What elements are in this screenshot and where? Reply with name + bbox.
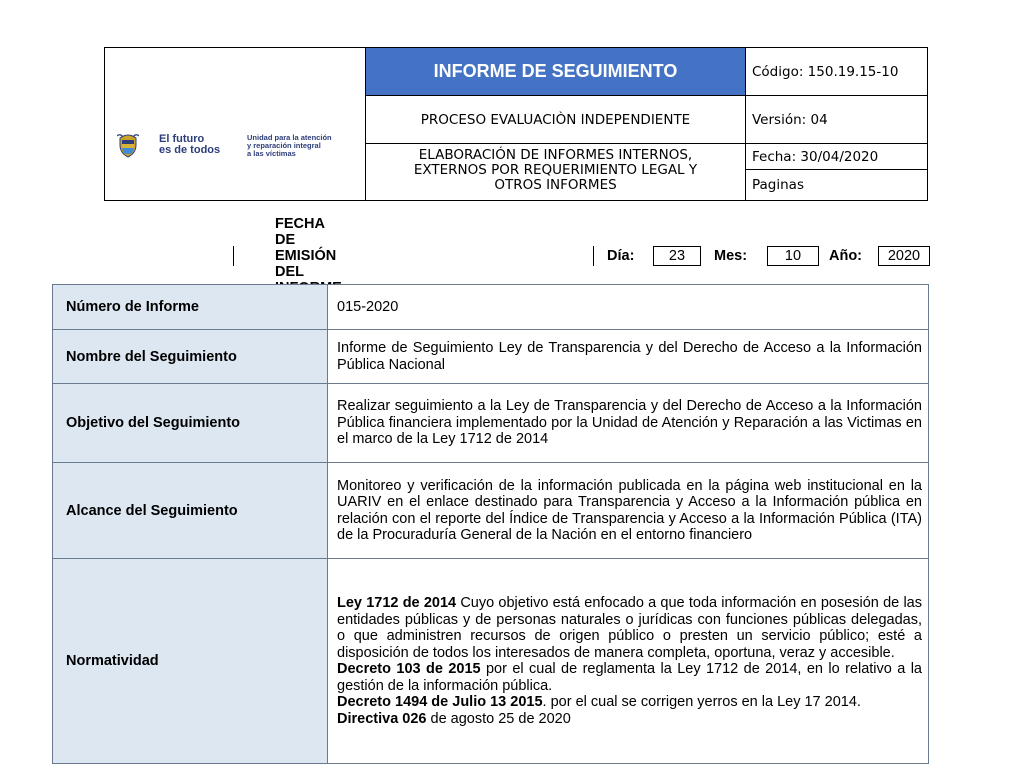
row-label: Alcance del Seguimiento bbox=[53, 463, 328, 559]
row-label: Nombre del Seguimiento bbox=[53, 330, 328, 384]
row-value: 015-2020 bbox=[328, 285, 929, 330]
day-label: Día: bbox=[607, 248, 635, 264]
table-row bbox=[53, 384, 929, 463]
year-label: Año: bbox=[829, 248, 863, 264]
norm-entry bbox=[337, 661, 922, 694]
norm-entry bbox=[337, 711, 922, 728]
document-date: Fecha: 30/04/2020 bbox=[746, 144, 927, 170]
elaboration-description bbox=[366, 144, 746, 200]
divider bbox=[233, 246, 234, 266]
row-label: Número de Informe bbox=[53, 285, 328, 330]
slogan-line: es de todos bbox=[159, 144, 221, 156]
document-code: Código: 150.19.15-10 bbox=[746, 48, 927, 96]
norm-text: Cuyo objetivo está enfocado a que toda información en posesión de las entidades públicas y de personas naturales o jurídicas con funciones públicas delegadas, o que administren recursos de origen público o presten un servicio público; esté a disposición de todos los interesados de manera completa, oportuna, veraz y accesible. bbox=[337, 595, 922, 661]
norm-entry bbox=[337, 595, 922, 661]
unit-line: a las víctimas bbox=[247, 149, 296, 158]
document-pages: Paginas bbox=[752, 177, 804, 193]
row-value: Realizar seguimiento a la Ley de Transparencia y del Derecho de Acceso a la Información Pública financiera implementado por la Unidad de Atención y Reparación a las Victimas en el marco de la Ley 1712 de 2014 bbox=[328, 384, 929, 463]
table-row bbox=[53, 285, 929, 330]
colombia-coat-of-arms-icon bbox=[117, 132, 139, 158]
norm-title: Decreto 1494 de Julio 13 2015 bbox=[337, 694, 543, 710]
row-value-normatividad bbox=[328, 559, 929, 764]
logo-cell bbox=[105, 48, 366, 200]
unit-line: y reparación integral bbox=[247, 141, 321, 150]
month-value: 10 bbox=[767, 246, 819, 266]
table-row bbox=[53, 559, 929, 764]
day-value: 23 bbox=[653, 246, 701, 266]
norm-text: . por el cual se corrigen yerros en la Ley 17 2014. bbox=[542, 694, 861, 710]
month-label: Mes: bbox=[714, 248, 748, 264]
elaboration-line: ELABORACIÓN DE INFORMES INTERNOS, bbox=[418, 147, 693, 163]
norm-title: Decreto 103 de 2015 bbox=[337, 661, 481, 677]
year-value: 2020 bbox=[878, 246, 930, 266]
unit-line: Unidad para la atención bbox=[247, 133, 332, 142]
elaboration-line: OTROS INFORMES bbox=[494, 177, 617, 193]
document-version: Versión: 04 bbox=[746, 96, 927, 144]
report-title: INFORME DE SEGUIMIENTO bbox=[366, 48, 746, 96]
norm-title: Directiva 026 bbox=[337, 710, 427, 727]
elaboration-line: EXTERNOS POR REQUERIMIENTO LEGAL Y bbox=[413, 162, 698, 178]
norm-text: por el cual de reglamenta la Ley 1712 de 2014, en lo relativo a la gestión de la información pública. bbox=[337, 661, 922, 694]
report-info-table bbox=[52, 284, 929, 764]
norm-title: Ley 1712 de 2014 bbox=[337, 595, 457, 611]
logo-unit-name bbox=[247, 134, 332, 158]
emission-label: FECHA DE EMISIÓN DEL bbox=[275, 216, 337, 280]
document-header bbox=[104, 47, 928, 201]
norm-entry bbox=[337, 694, 922, 711]
slogan-line: El futuro bbox=[159, 133, 205, 145]
divider bbox=[593, 246, 594, 266]
row-value: Informe de Seguimiento Ley de Transparencia y del Derecho de Acceso a la Información Pública Nacional bbox=[328, 330, 929, 384]
table-row bbox=[53, 463, 929, 559]
logo-slogan bbox=[159, 134, 220, 156]
norm-text: de agosto 25 de 2020 bbox=[426, 710, 571, 727]
institution-logo bbox=[111, 128, 363, 162]
row-value: Monitoreo y verificación de la información publicada en la página web institucional en la UARIV en el enlace destinado para Transparencia y Acceso a la Información pública en relación con el reporte del Índice de Transparencia y Acceso a la Información Pública (ITA) de la Procuraduría General de la Nación en el entorno financiero bbox=[328, 463, 929, 559]
row-label: Normatividad bbox=[53, 559, 328, 764]
process-name: PROCESO EVALUACIÒN INDEPENDIENTE bbox=[366, 96, 746, 144]
row-label: Objetivo del Seguimiento bbox=[53, 384, 328, 463]
table-row bbox=[53, 330, 929, 384]
